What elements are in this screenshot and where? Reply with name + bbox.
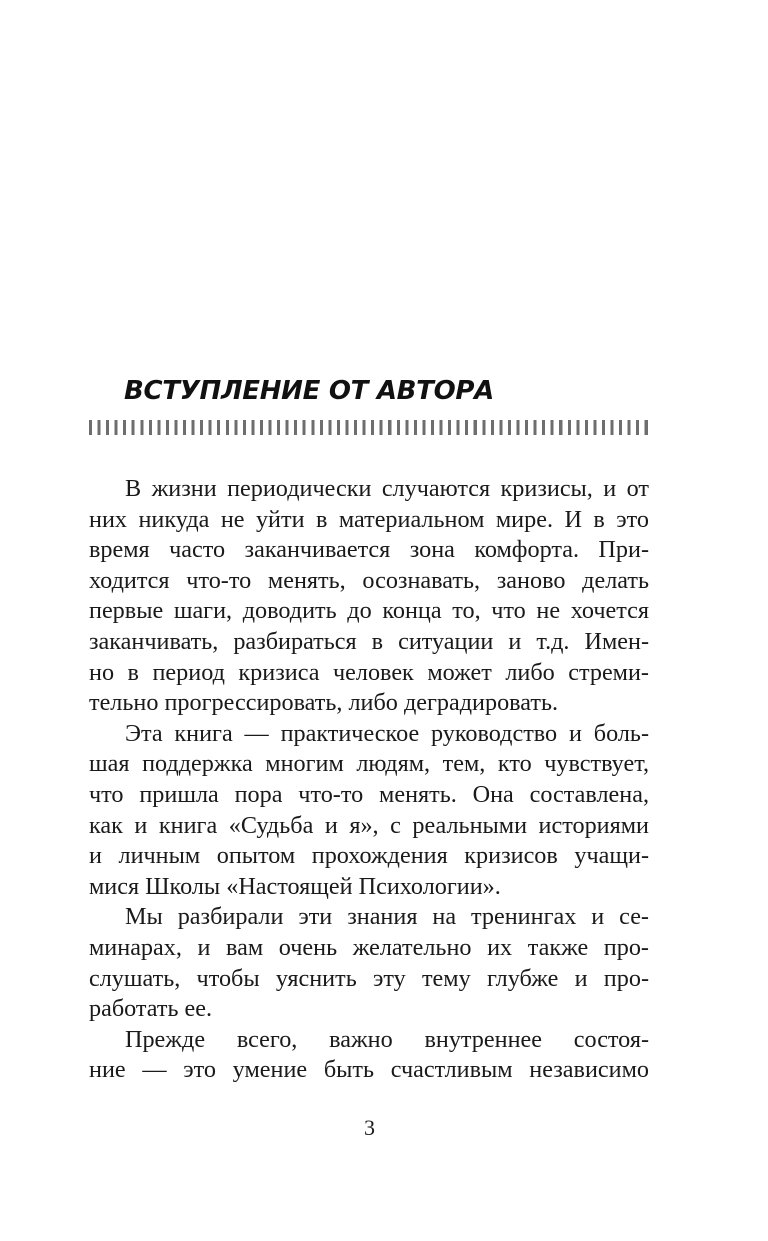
text-line: слушать, чтобы уяснить эту тему глубже и про-: [89, 964, 649, 992]
text-line: В жизни периодически случаются кризисы, и от: [125, 475, 649, 502]
title-decorative-rule: [89, 420, 650, 435]
text-line: тельно прогрессировать, либо деградировать.: [89, 689, 559, 717]
text-line: шая поддержка многим людям, тем, кто чувствует,: [89, 750, 649, 778]
text-line: и личным опытом прохождения кризисов учащи-: [89, 842, 649, 870]
paragraph-1: [89, 474, 649, 719]
paragraph-2: [89, 719, 649, 903]
text-line: них никуда не уйти в материальном мире. И в это: [89, 505, 649, 533]
text-line: время часто заканчивается зона комфорта. При-: [89, 536, 649, 564]
text-line: но в период кризиса человек может либо стреми-: [89, 658, 649, 686]
text-line: что пришла пора что-то менять. Она составлена,: [89, 780, 649, 808]
paragraph-4: [89, 1025, 649, 1086]
text-line: Эта книга — практическое руководство и боль-: [125, 719, 649, 747]
text-line: Мы разбирали эти знания на тренингах и се-: [125, 903, 649, 931]
body-text: [89, 474, 649, 1086]
text-line: минарах, и вам очень желательно их также про-: [89, 933, 649, 961]
text-line: первые шаги, доводить до конца то, что не хочется: [89, 597, 649, 625]
page-number: 3: [364, 1115, 375, 1140]
chapter-title: ВСТУПЛЕНИЕ ОТ АВТОРА: [124, 376, 494, 406]
text-line: заканчивать, разбираться в ситуации и т.д. Имен-: [89, 627, 649, 655]
text-line: как и книга «Судьба и я», с реальными историями: [89, 811, 649, 839]
text-line: ходится что-то менять, осознавать, заново делать: [89, 566, 649, 594]
paragraph-3: [89, 902, 649, 1024]
text-line: работать ее.: [89, 995, 213, 1023]
text-line: Прежде всего, важно внутреннее состоя-: [125, 1025, 649, 1053]
text-line: мися Школы «Настоящей Психологии».: [89, 872, 501, 900]
text-line: ние — это умение быть счастливым независимо: [89, 1056, 649, 1084]
